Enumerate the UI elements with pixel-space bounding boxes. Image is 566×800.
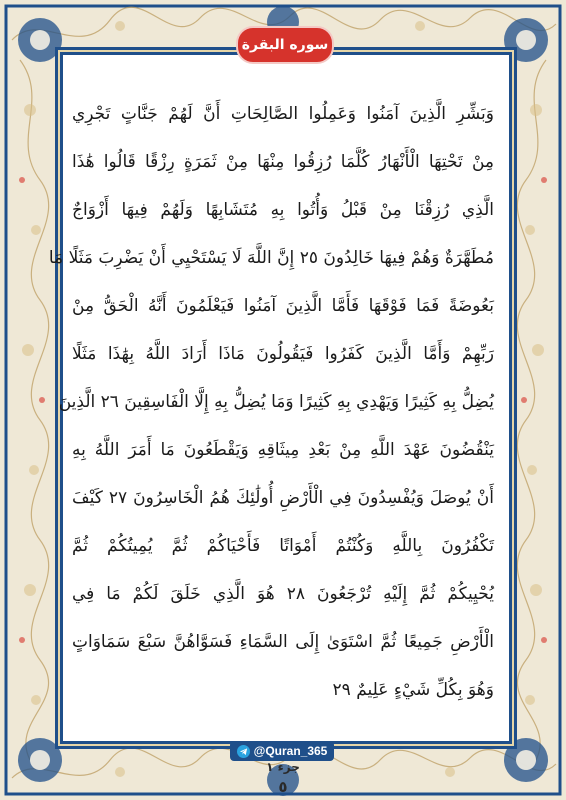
verse-line: وَبَشِّرِ الَّذِينَ آمَنُوا وَعَمِلُوا الصَّالِحَاتِ أَنَّ لَهُمْ جَنَّاتٍ تَجْرِي — [72, 104, 494, 124]
verse-line: وَهُوَ بِكُلِّ شَيْءٍ عَلِيمٌ ٢٩ — [332, 680, 494, 700]
verses-block — [48, 90, 494, 714]
verse-line: يُضِلُّ بِهِ كَثِيرًا وَيَهْدِي بِهِ كَثِيرًا وَمَا يُضِلُّ بِهِ إِلَّا الْفَاسِقِينَ ٢٦ الَّذِينَ — [58, 392, 494, 412]
verse-line: تَكْفُرُونَ بِاللَّهِ وَكُنْتُمْ أَمْوَاتًا فَأَحْيَاكُمْ ثُمَّ يُمِيتُكُمْ ثُمَّ — [72, 536, 494, 556]
verse-line: مُطَهَّرَةٌ وَهُمْ فِيهَا خَالِدُونَ ٢٥ إِنَّ اللَّهَ لَا يَسْتَحْيِي أَنْ يَضْرِبَ مَثَلًا مَا — [48, 248, 494, 268]
verse-line: الَّذِي رُزِقْنَا مِنْ قَبْلُ وَأُتُوا بِهِ مُتَشَابِهًا وَلَهُمْ فِيهَا أَزْوَاجٌ — [72, 200, 494, 220]
juz-label: جزء ١ — [266, 760, 300, 774]
page-number: ٥ — [278, 778, 288, 796]
channel-link[interactable] — [230, 741, 334, 761]
verse-line: بَعُوضَةً فَمَا فَوْقَهَا فَأَمَّا الَّذِينَ آمَنُوا فَيَعْلَمُونَ أَنَّهُ الْحَقُّ مِنْ — [72, 296, 494, 316]
surah-name-badge: سوره البقرة — [236, 26, 334, 64]
verse-line: أَنْ يُوصَلَ وَيُفْسِدُونَ فِي الْأَرْضِ أُولَٰئِكَ هُمُ الْخَاسِرُونَ ٢٧ كَيْفَ — [72, 488, 494, 508]
verse-line: يُحْيِيكُمْ ثُمَّ إِلَيْهِ تُرْجَعُونَ ٢٨ هُوَ الَّذِي خَلَقَ لَكُمْ مَا فِي — [72, 584, 494, 604]
channel-handle: @Quran_365 — [253, 744, 328, 758]
verse-line: الْأَرْضِ جَمِيعًا ثُمَّ اسْتَوَىٰ إِلَى السَّمَاءِ فَسَوَّاهُنَّ سَبْعَ سَمَاوَاتٍ — [72, 632, 494, 652]
verse-line: رَبِّهِمْ وَأَمَّا الَّذِينَ كَفَرُوا فَيَقُولُونَ مَاذَا أَرَادَ اللَّهُ بِهَٰذَا مَثَلًا — [72, 344, 494, 364]
telegram-icon — [237, 745, 250, 758]
verse-line: يَنْقُضُونَ عَهْدَ اللَّهِ مِنْ بَعْدِ مِيثَاقِهِ وَيَقْطَعُونَ مَا أَمَرَ اللَّهُ بِهِ — [72, 440, 494, 460]
verse-line: مِنْ تَحْتِهَا الْأَنْهَارُ كُلَّمَا رُزِقُوا مِنْهَا مِنْ ثَمَرَةٍ رِزْقًا قَالُوا هَٰذَا — [72, 152, 494, 172]
